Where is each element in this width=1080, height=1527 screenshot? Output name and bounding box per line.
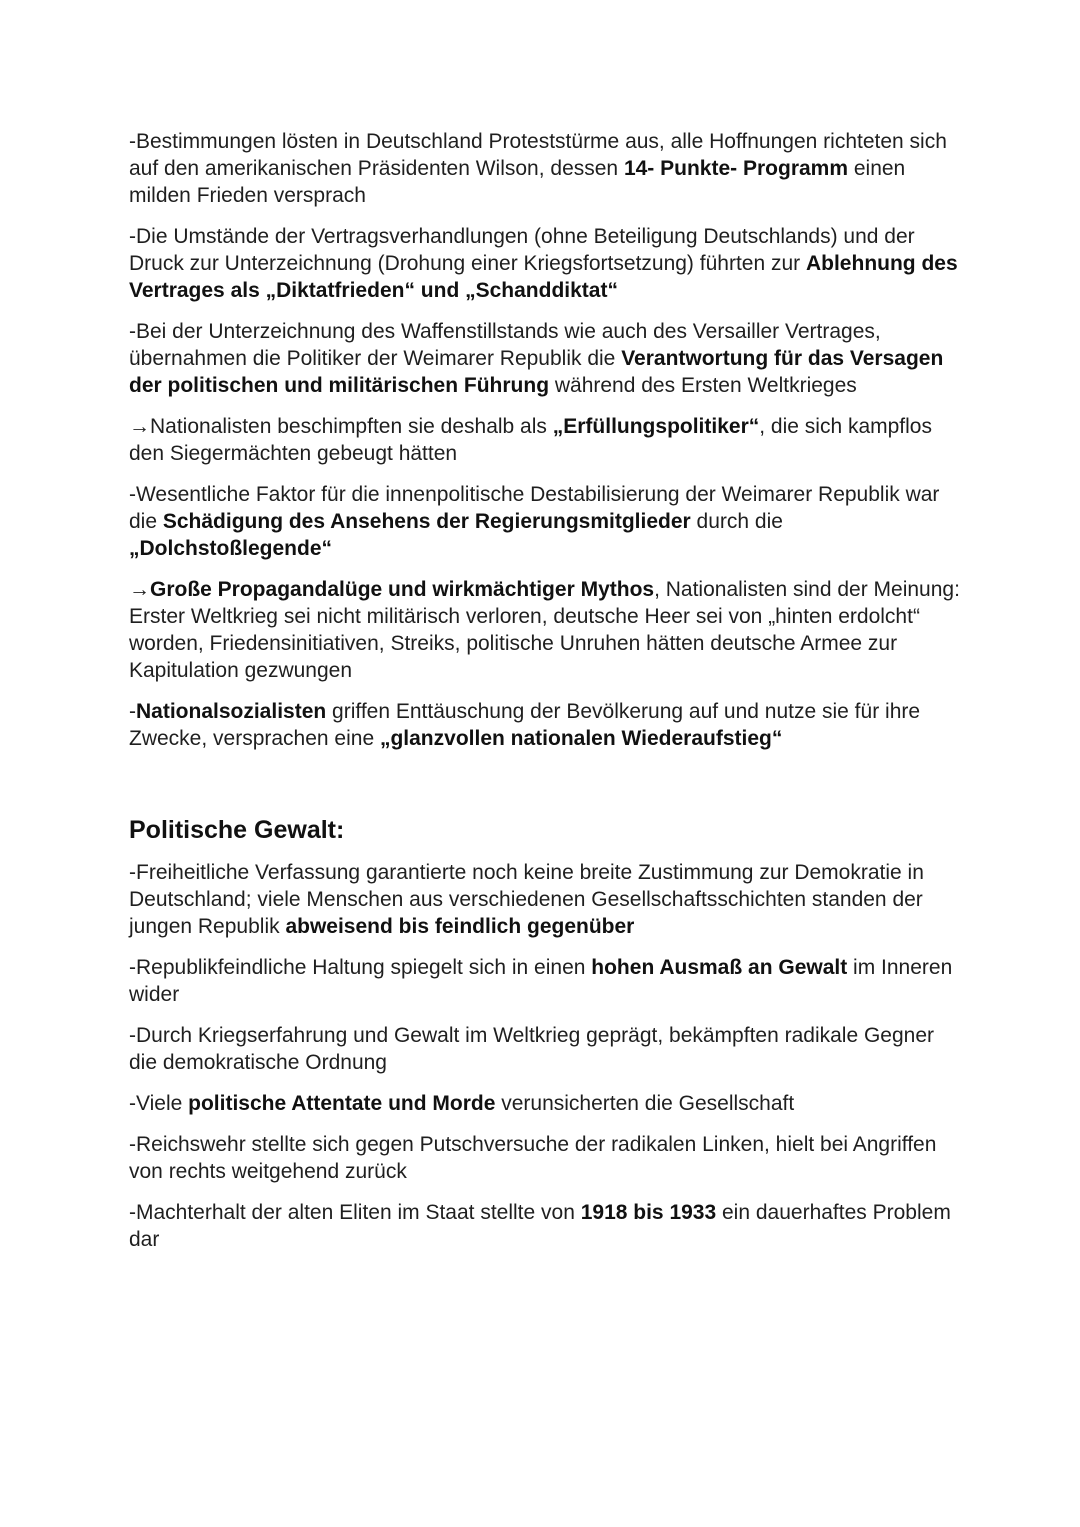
text: -Viele (129, 1092, 189, 1115)
text: einen milden Frieden versprach (129, 157, 906, 207)
text: -Die Umstände der Vertragsverhandlungen (ohne Beteiligung Deutschlands) und der Druck zur Unterzeichnung (Drohung einer Kriegsfortsetzung) führten zur (129, 225, 915, 275)
paragraph-diktatfrieden (129, 223, 964, 304)
bold-text: abweisend bis feindlich gegenüber (285, 915, 635, 938)
bold-text: Ablehnung des Vertrages als „Diktatfrieden“ und „Schanddiktat“ (129, 252, 958, 302)
paragraph-dolchstosslegende (129, 481, 964, 562)
text: -Bestimmungen lösten in Deutschland Proteststürme aus, alle Hoffnungen richteten sich auf den amerikanischen Präsidenten Wilson, dessen (129, 130, 947, 180)
bold-text: Große Propagandalüge und wirkmächtiger Mythos (150, 578, 655, 601)
text: -Durch Kriegserfahrung und Gewalt im Weltkrieg geprägt, bekämpften radikale Gegner die demokratische Ordnung (129, 1024, 935, 1074)
text: → (129, 578, 150, 601)
paragraph-erfuellungspolitiker (129, 413, 964, 467)
paragraph-propagandaluege (129, 576, 964, 684)
bold-text: Nationalsozialisten (136, 700, 327, 723)
text: verunsicherten die Gesellschaft (495, 1092, 795, 1115)
bold-text: Verantwortung für das Versagen der politischen und militärischen Führung (129, 347, 944, 397)
text: griffen Enttäuschung der Bevölkerung auf und nutze sie für ihre Zwecke, versprachen eine (129, 700, 921, 750)
text: durch die (690, 510, 783, 533)
paragraph-reichswehr (129, 1131, 964, 1185)
bold-text: „Erfüllungspolitiker“ (552, 415, 760, 438)
text: -Reichswehr stellte sich gegen Putschversuche der radikalen Linken, hielt bei Angriffen von rechts weitgehend zurück (129, 1133, 937, 1183)
text: -Bei der Unterzeichnung des Waffenstillstands wie auch des Versailler Vertrages, übernahmen die Politiker der Weimarer Republik die (129, 320, 881, 370)
text: - (129, 700, 136, 723)
paragraph-gewalt (129, 954, 964, 1008)
text: →Nationalisten beschimpften sie deshalb als (129, 415, 553, 438)
document-page (129, 128, 964, 1267)
bold-text: „glanzvollen nationalen Wiederaufstieg“ (379, 727, 783, 750)
paragraph-nationalsozialisten (129, 698, 964, 752)
paragraph-verfassung (129, 859, 964, 940)
text: -Machterhalt der alten Eliten im Staat stellte von (129, 1201, 581, 1224)
text: , Nationalisten sind der Meinung: Erster Weltkrieg sei nicht militärisch verloren, deutsche Heer sei von „hinten erdolcht“ worden, Friedensinitiativen, Streiks, politische Unruhen hätten deutsche Armee zur Kapitulation gezwungen (129, 578, 960, 682)
bold-text: „Dolchstoßlegende“ (129, 537, 333, 560)
section-heading: Politische Gewalt: (129, 816, 345, 844)
text: -Freiheitliche Verfassung garantierte noch keine breite Zustimmung zur Demokratie in Deutschland; viele Menschen aus verschiedenen Gesellschaftsschichten standen der jungen Republik (129, 861, 924, 938)
text: während des Ersten Weltkrieges (549, 374, 857, 397)
text: , die sich kampflos den Siegermächten gebeugt hätten (129, 415, 932, 465)
paragraph-kriegserfahrung (129, 1022, 964, 1076)
bold-text: 14- Punkte- Programm (623, 157, 849, 180)
bold-text: hohen Ausmaß an Gewalt (591, 956, 848, 979)
text: ein dauerhaftes Problem dar (129, 1201, 951, 1251)
paragraph-wilson (129, 128, 964, 209)
paragraph-attentate (129, 1090, 964, 1117)
paragraph-verantwortung (129, 318, 964, 399)
bold-text: 1918 bis 1933 (580, 1201, 717, 1224)
bold-text: politische Attentate und Morde (188, 1092, 496, 1115)
text: im Inneren wider (129, 956, 953, 1006)
paragraph-eliten (129, 1199, 964, 1253)
text: -Wesentliche Faktor für die innenpolitische Destabilisierung der Weimarer Republik war die (129, 483, 940, 533)
bold-text: Schädigung des Ansehens der Regierungsmitglieder (162, 510, 691, 533)
text: -Republikfeindliche Haltung spiegelt sich in einen (129, 956, 592, 979)
